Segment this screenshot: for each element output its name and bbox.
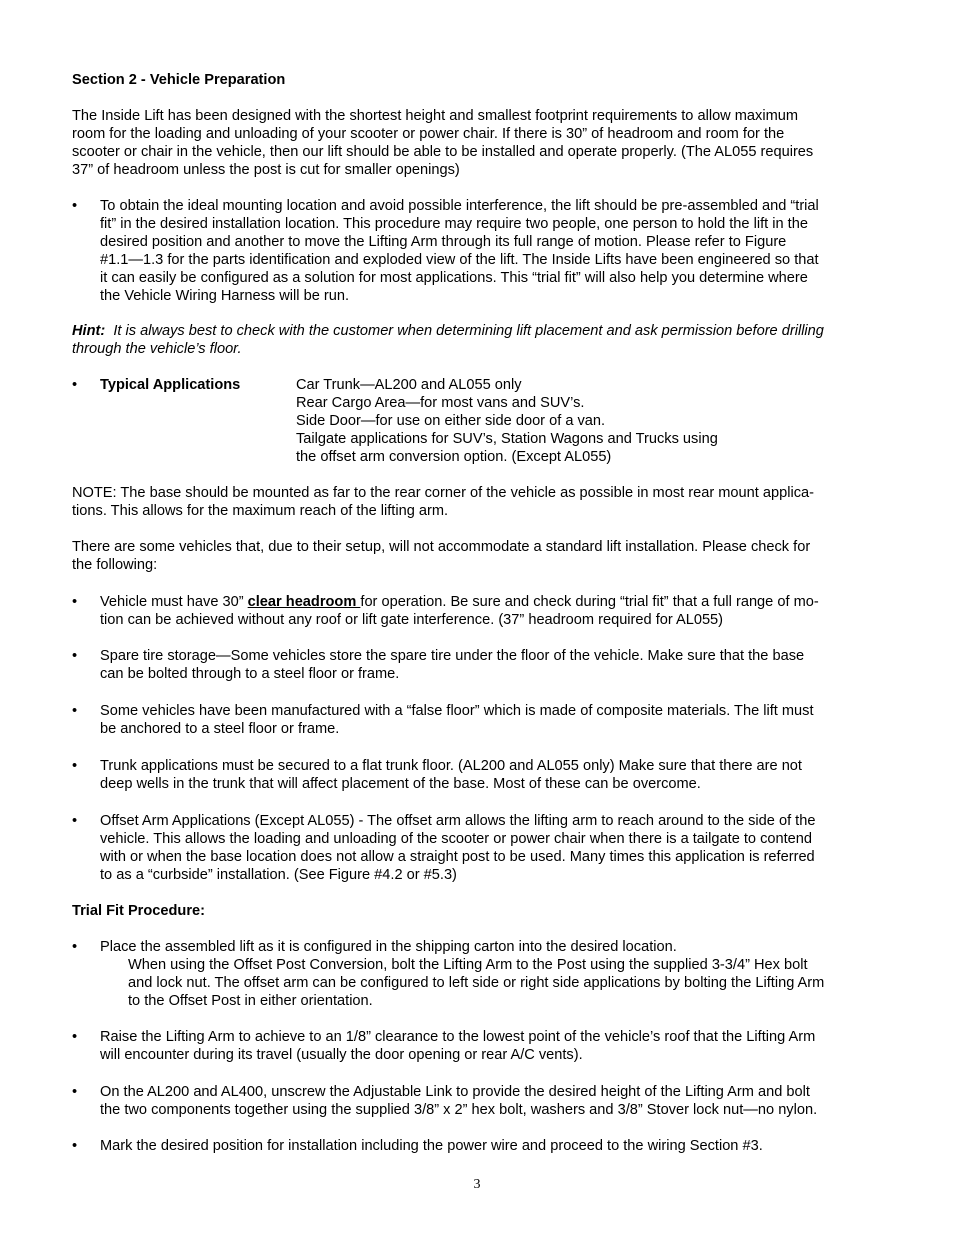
bullet-line: to as a “curbside” installation. (See Figure #4.2 or #5.3) bbox=[100, 867, 457, 883]
note-line: tions. This allows for the maximum reach of the lifting arm. bbox=[72, 503, 449, 519]
bullet-text bbox=[100, 647, 890, 683]
bullet-icon: • bbox=[72, 1029, 78, 1045]
intro-line: 37” of headroom unless the post is cut for smaller openings) bbox=[72, 162, 460, 178]
bullet-line: Some vehicles have been manufactured with a “false floor” which is made of composite materials. The lift must bbox=[100, 703, 814, 719]
bullet-line: tion can be achieved without any roof or lift gate interference. (37” headroom required for AL055) bbox=[100, 612, 724, 628]
bullet-line: On the AL200 and AL400, unscrew the Adjustable Link to provide the desired height of the Lifting Arm and bolt bbox=[100, 1084, 810, 1100]
bullet-line: Spare tire storage—Some vehicles store the spare tire under the floor of the vehicle. Make sure that the base bbox=[100, 648, 805, 664]
applications-list bbox=[296, 376, 718, 466]
bullet-text bbox=[100, 1137, 890, 1155]
bullet-line: Mark the desired position for installation including the power wire and proceed to the wiring Section #3. bbox=[100, 1138, 763, 1154]
bullet-icon: • bbox=[72, 648, 78, 664]
check-intro-paragraph bbox=[72, 538, 892, 574]
check-intro-line: the following: bbox=[72, 557, 158, 573]
bullet-text bbox=[100, 593, 890, 629]
bullet-line: the two components together using the supplied 3/8” x 2” hex bolt, washers and 3/8” Stover lock nut—no nylon. bbox=[100, 1102, 818, 1118]
bullet-line: can be bolted through to a steel floor or frame. bbox=[100, 666, 400, 682]
bullet-text bbox=[100, 1083, 890, 1119]
clear-headroom-emphasis: clear headroom bbox=[247, 594, 361, 610]
bullet-icon: • bbox=[72, 813, 78, 829]
hint-paragraph bbox=[72, 322, 892, 358]
bullet-icon: • bbox=[72, 703, 78, 719]
bullet-sub-line: and lock nut. The offset arm can be configured to left side or right side applications by bolting the Lifting Arm bbox=[128, 975, 825, 991]
bullet-icon: • bbox=[72, 758, 78, 774]
bullet-line: vehicle. This allows the loading and unloading of the scooter or power chair when there is a tailgate to contend bbox=[100, 831, 813, 847]
bullet-sub-line: When using the Offset Post Conversion, bolt the Lifting Arm to the Post using the supplied 3-3/4” Hex bolt bbox=[128, 957, 808, 973]
bullet-icon: • bbox=[72, 377, 78, 393]
bullet-text bbox=[100, 197, 890, 305]
bullet-line: #1.1—1.3 for the parts identification and exploded view of the lift. The Inside Lifts have been engineered so that bbox=[100, 252, 819, 268]
hint-label: Hint: bbox=[72, 323, 106, 339]
hint-text: through the vehicle’s floor. bbox=[72, 341, 242, 357]
bullet-text bbox=[100, 938, 890, 1010]
bullet-line: deep wells in the trunk that will affect placement of the base. Most of these can be overcome. bbox=[100, 776, 701, 792]
bullet-line: Place the assembled lift as it is configured in the shipping carton into the desired location. bbox=[100, 939, 677, 955]
typical-applications bbox=[72, 376, 892, 466]
typical-applications-label: Typical Applications bbox=[100, 377, 241, 393]
bullet-line: fit” in the desired installation location. This procedure may require two people, one person to hold the lift in the bbox=[100, 216, 808, 232]
bullet-line: with or when the base location does not allow a straight post to be used. Many times this application is referred bbox=[100, 849, 815, 865]
bullet-text-part: for operation. Be sure and check during “trial fit” that a full range of mo- bbox=[360, 594, 819, 610]
bullet-line: will encounter during its travel (usually the door opening or rear A/C vents). bbox=[100, 1047, 583, 1063]
bullet-line: Raise the Lifting Arm to achieve to an 1/8” clearance to the lowest point of the vehicle’s roof that the Lifting Arm bbox=[100, 1029, 816, 1045]
bullet-icon: • bbox=[72, 1084, 78, 1100]
bullet-line: To obtain the ideal mounting location and avoid possible interference, the lift should be pre-assembled and “trial bbox=[100, 198, 819, 214]
bullet-line: Trunk applications must be secured to a flat trunk floor. (AL200 and AL055 only) Make sure that there are not bbox=[100, 758, 802, 774]
bullet-icon: • bbox=[72, 939, 78, 955]
application-item: Tailgate applications for SUV’s, Station Wagons and Trucks using bbox=[296, 431, 718, 447]
application-item: Car Trunk—AL200 and AL055 only bbox=[296, 377, 522, 393]
note-paragraph bbox=[72, 484, 892, 520]
bullet-text bbox=[100, 1028, 890, 1064]
bullet-icon: • bbox=[72, 198, 78, 214]
bullet-line: the Vehicle Wiring Harness will be run. bbox=[100, 288, 350, 304]
bullet-icon: • bbox=[72, 1138, 78, 1154]
bullet-text bbox=[100, 757, 890, 793]
application-item: Rear Cargo Area—for most vans and SUV’s. bbox=[296, 395, 585, 411]
application-item: the offset arm conversion option. (Except AL055) bbox=[296, 449, 612, 465]
bullet-line: Offset Arm Applications (Except AL055) - The offset arm allows the lifting arm to reach around to the side of the bbox=[100, 813, 816, 829]
page-number: 3 bbox=[473, 1177, 481, 1192]
intro-paragraph bbox=[72, 107, 892, 179]
bullet-sub-line: to the Offset Post in either orientation. bbox=[128, 993, 373, 1009]
note-line: NOTE: The base should be mounted as far to the rear corner of the vehicle as possible in most rear mount applica- bbox=[72, 485, 814, 501]
hint-text: It is always best to check with the customer when determining lift placement and ask permission before drilling bbox=[105, 323, 824, 339]
procedure-heading: Trial Fit Procedure: bbox=[72, 903, 205, 919]
bullet-icon: • bbox=[72, 594, 78, 610]
intro-line: The Inside Lift has been designed with the shortest height and smallest footprint requirements to allow maximum bbox=[72, 108, 799, 124]
bullet-line: be anchored to a steel floor or frame. bbox=[100, 721, 340, 737]
bullet-line: it can easily be configured as a solution for most applications. This “trial fit” will also help you determine where bbox=[100, 270, 808, 286]
intro-line: room for the loading and unloading of your scooter or power chair. If there is 30” of headroom and room for the bbox=[72, 126, 785, 142]
check-intro-line: There are some vehicles that, due to their setup, will not accommodate a standard lift installation. Please check for bbox=[72, 539, 811, 555]
bullet-text bbox=[100, 702, 890, 738]
section-heading: Section 2 - Vehicle Preparation bbox=[72, 72, 286, 88]
bullet-text-part: Vehicle must have 30” bbox=[100, 594, 248, 610]
bullet-text bbox=[100, 812, 890, 884]
intro-line: scooter or chair in the vehicle, then our lift should be able to be installed and operate properly. (The AL055 requires bbox=[72, 144, 814, 160]
bullet-line: desired position and another to move the Lifting Arm through its full range of motion. Please refer to Figure bbox=[100, 234, 787, 250]
application-item: Side Door—for use on either side door of a van. bbox=[296, 413, 606, 429]
